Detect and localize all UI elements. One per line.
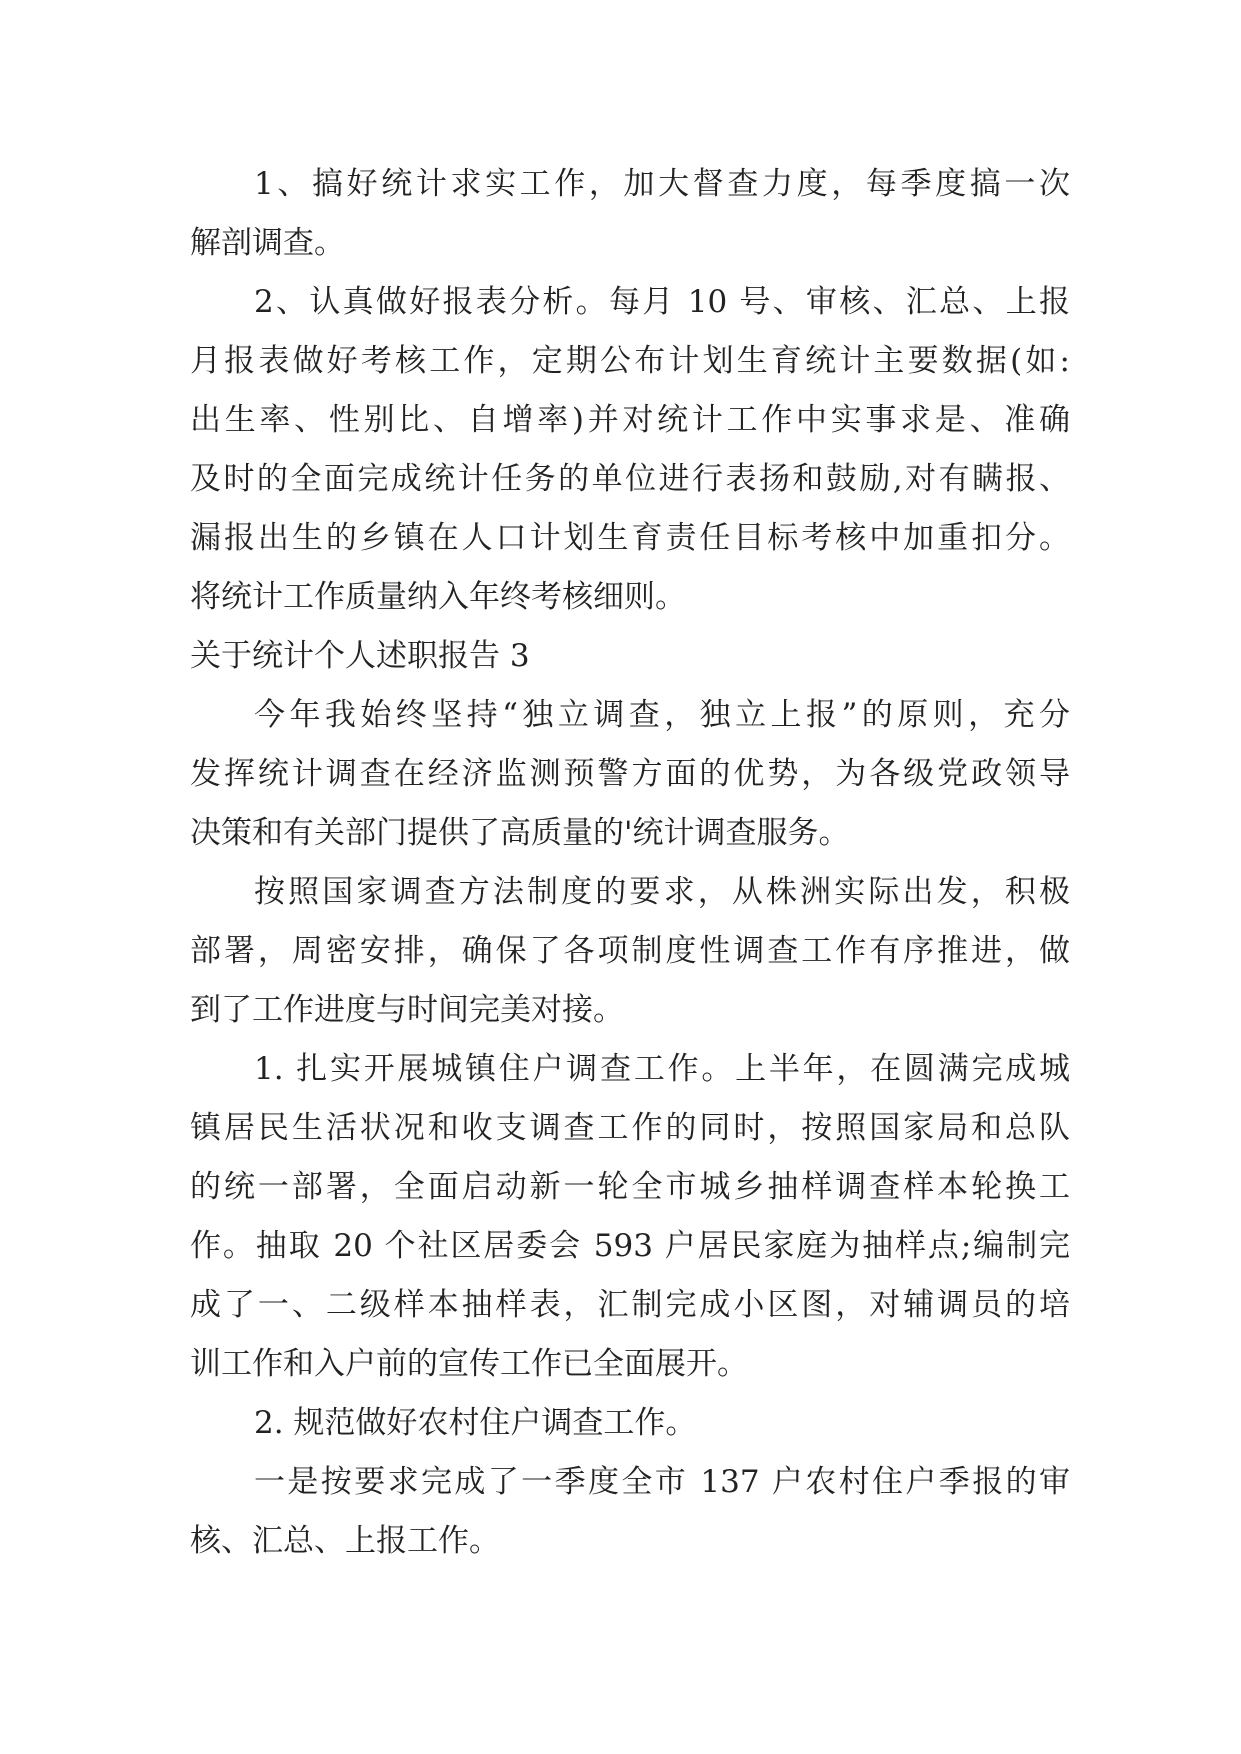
- text-line: 镇居民生活状况和收支调查工作的同时，按照国家局和总队: [190, 1110, 1070, 1146]
- text-line: 决策和有关部门提供了高质量的'统计调查服务。: [190, 815, 850, 851]
- text-line: 今年我始终坚持“独立调查，独立上报”的原则，充分: [254, 697, 1070, 733]
- text-line: 及时的全面完成统计任务的单位进行表扬和鼓励,对有瞒报、: [190, 461, 1070, 497]
- text-line: 关于统计个人述职报告 3: [190, 638, 530, 674]
- text-line: 成了一、二级样本抽样表，汇制完成小区图，对辅调员的培: [190, 1287, 1070, 1323]
- document-page: [190, 155, 1070, 1571]
- text-line: 一是按要求完成了一季度全市 137 户农村住户季报的审: [254, 1464, 1070, 1500]
- text-line: 发挥统计调查在经济监测预警方面的优势，为各级党政领导: [190, 756, 1070, 792]
- text-line: 将统计工作质量纳入年终考核细则。: [190, 579, 686, 615]
- text-line: 漏报出生的乡镇在人口计划生育责任目标考核中加重扣分。: [190, 520, 1070, 556]
- text-line: 2、认真做好报表分析。每月 10 号、审核、汇总、上报: [254, 284, 1070, 320]
- text-line: 的统一部署，全面启动新一轮全市城乡抽样调查样本轮换工: [190, 1169, 1070, 1205]
- text-line: 解剖调查。: [190, 225, 345, 261]
- text-line: 到了工作进度与时间完美对接。: [190, 992, 624, 1028]
- text-line: 核、汇总、上报工作。: [190, 1523, 500, 1559]
- text-line: 月报表做好考核工作，定期公布计划生育统计主要数据(如:: [190, 343, 1070, 379]
- text-line: 1. 扎实开展城镇住户调查工作。上半年，在圆满完成城: [254, 1051, 1070, 1087]
- text-line: 按照国家调查方法制度的要求，从株洲实际出发，积极: [254, 874, 1070, 910]
- text-line: 1、搞好统计求实工作，加大督查力度，每季度搞一次: [254, 166, 1070, 202]
- text-line: 2. 规范做好农村住户调查工作。: [254, 1405, 697, 1441]
- text-line: 作。抽取 20 个社区居委会 593 户居民家庭为抽样点;编制完: [190, 1228, 1070, 1264]
- text-line: 出生率、性别比、自增率)并对统计工作中实事求是、准确: [190, 402, 1070, 438]
- text-line: 训工作和入户前的宣传工作已全面展开。: [190, 1346, 748, 1382]
- text-line: 部署，周密安排，确保了各项制度性调查工作有序推进，做: [190, 933, 1070, 969]
